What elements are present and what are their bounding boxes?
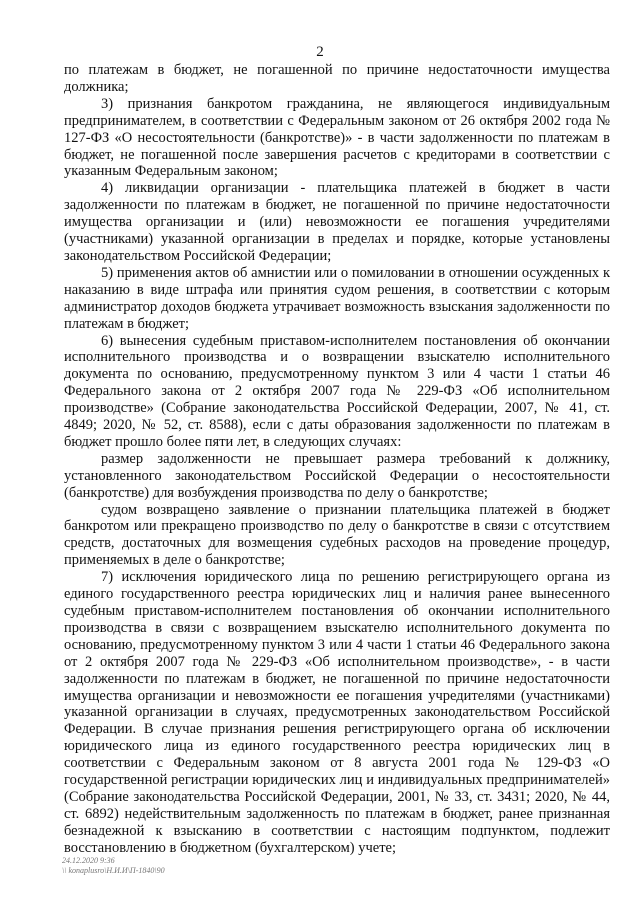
page-number: 2 — [316, 44, 324, 60]
paragraph-case-court-returned: судом возвращено заявление о признании плательщика платежей в бюджет банкротом или прекращено производство по делу о банкротстве в связи с отсутствием средств, достаточных для возмещения судебных расходов на проведение процедур, применяемых в деле о банкротстве; — [64, 501, 610, 569]
document-footer — [62, 856, 165, 876]
footer-timestamp: 24.12.2020 9:36 — [62, 856, 115, 865]
paragraph-item-5: 5) применения актов об амнистии или о помиловании в отношении осужденных к наказанию в виде штрафа или принятия судом решения, в соответствии с которым администратор доходов бюджета утрачивает возможность взыскания задолженности по платежам в бюджет; — [64, 264, 610, 332]
document-body — [64, 62, 610, 857]
paragraph-item-3: 3) признания банкротом гражданина, не являющегося индивидуальным предпринимателем, в соответствии с Федеральным законом от 26 октября 2002 года № 127-ФЗ «О несостоятельности (банкротстве)» - в части задолженности по платежам в бюджет, не погашенной после завершения расчетов с кредиторами в соответствии с указанным Федеральным законом; — [64, 95, 610, 180]
paragraph-case-debt-size: размер задолженности не превышает размера требований к должнику, установленного законодательством Российской Федерации о несостоятельности (банкротстве) для возбуждения производства по делу о банкротстве; — [64, 450, 610, 501]
paragraph-item-4: 4) ликвидации организации - плательщика платежей в бюджет в части задолженности по платежам в бюджет, не погашенной по причине недостаточности имущества организации и (или) невозможности ее погашения учредителями (участниками) указанной организации в пределах и порядке, которые установлены законодательством Российской Федерации; — [64, 180, 610, 264]
paragraph-item-7: 7) исключения юридического лица по решению регистрирующего органа из единого государственного реестра юридических лиц и наличия ранее вынесенного судебным приставом-исполнителем постановления об окончании исполнительного производства в связи с возвращением взыскателю исполнительного документа по основанию, предусмотренному пунктом 3 или 4 части 1 статьи 46 Федерального закона от 2 октября 2007 года № 229-ФЗ «Об исполнительном производстве», - в части задолженности по платежам в бюджет, не погашенной по причине недостаточности имущества организации и невозможности ее погашения учредителями (участниками) указанной организации в случаях, предусмотренных законодательством Российской Федерации. В случае признания решения регистрирующего органа об исключении юридического лица из единого государственного реестра юридических лиц в соответствии с Федеральным законом от 8 августа 2001 года № 129-ФЗ «О государственной регистрации юридических лиц и индивидуальных предпринимателей» (Собрание законодательства Российской Федерации, 2001, № 33, ст. 3431; 2020, № 44, ст. 6892) недействительным задолженность по платежам в бюджет, ранее признанная безнадежной к взысканию в соответствии с настоящим подпунктом, подлежит восстановлению в бюджетном (бухгалтерском) учете; — [64, 569, 610, 856]
paragraph-continuation: по платежам в бюджет, не погашенной по причине недостаточности имущества должника; — [64, 62, 610, 95]
footer-file-path: \\ konaplusro\Н.И.И\П-1840\90 — [62, 866, 165, 875]
paragraph-item-6: 6) вынесения судебным приставом-исполнителем постановления об окончании исполнительного производства и о возвращении взыскателю исполнительного документа по основанию, предусмотренному пунктом 3 или 4 части 1 статьи 46 Федерального закона от 2 октября 2007 года № 229-ФЗ «Об исполнительном производстве» (Собрание законодательства Российской Федерации, 2007, № 41, ст. 4849; 2020, № 52, ст. 8588), если с даты образования задолженности по платежам в бюджет прошло более пяти лет, в следующих случаях: — [64, 332, 610, 450]
